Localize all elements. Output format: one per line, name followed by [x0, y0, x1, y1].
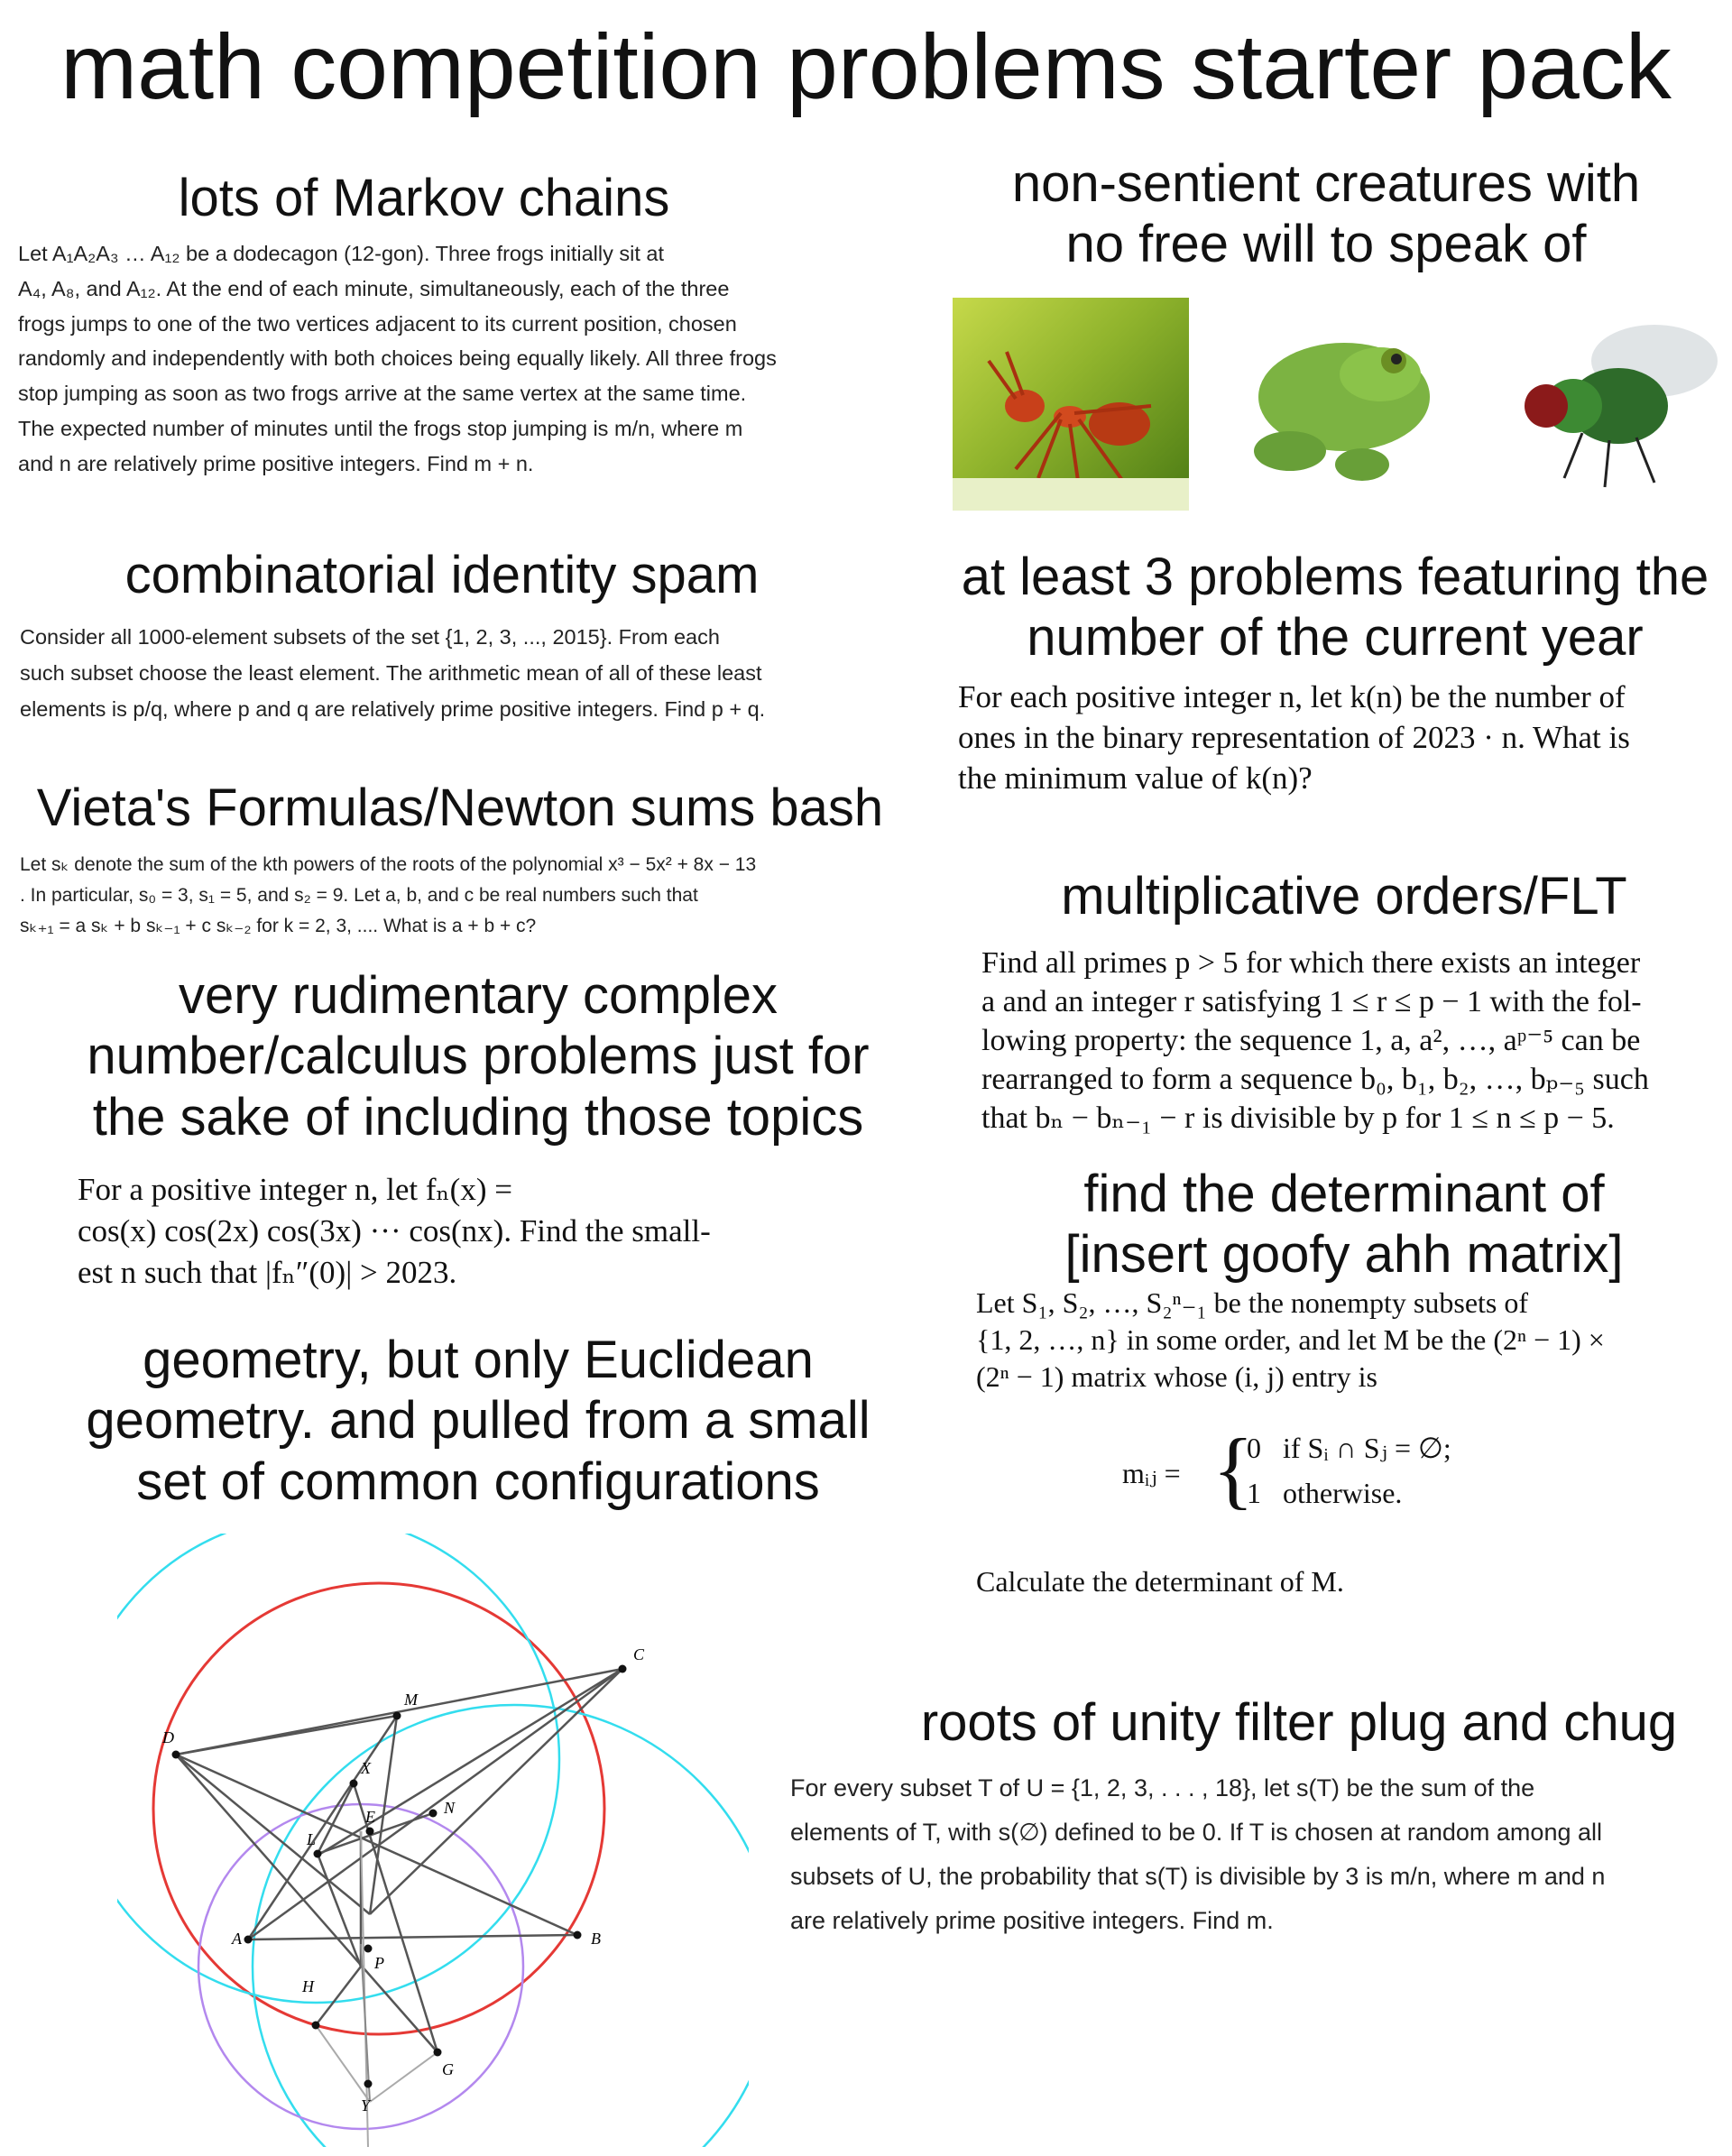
label-H: H — [302, 1977, 314, 1995]
problem-complex-text: For a positive integer n, let fₙ(x) = cos(x) cos(2x) cos(3x) ··· cos(nx). Find the small- est n such that |fₙ″(0)| > 2023. — [78, 1172, 711, 1290]
geometry-lines — [176, 1669, 622, 2052]
determinant-lhs: mᵢⱼ = — [1122, 1457, 1181, 1489]
heading-orders: multiplicative orders/FLT — [1061, 867, 1627, 926]
label-C: C — [633, 1645, 645, 1663]
problem-complex — [78, 1169, 871, 1304]
label-L: L — [307, 1830, 317, 1848]
label-A: A — [232, 1930, 242, 1948]
label-N: N — [444, 1799, 456, 1817]
problem-roots-of-unity-text: For every subset T of U = {1, 2, 3, . . . , 18}, let s(T) be the sum of the elements of T, with s(∅) defined to be 0. If T is chosen at random among all subsets of U, the probability that s(T) is divisible by 3 is m/n, where m and n are relatively prime positive integers. Find m. — [790, 1774, 1606, 1934]
heading-markov: lots of Markov chains — [178, 169, 670, 227]
geometry-diagram — [117, 1534, 749, 2147]
determinant-case-2: 1 otherwise. — [1247, 1477, 1403, 1509]
heading-vieta: Vieta's Formulas/Newton sums bash — [36, 779, 884, 837]
heading-combinatorial: combinatorial identity spam — [124, 546, 760, 604]
problem-roots-of-unity — [790, 1766, 1728, 1947]
problem-markov — [18, 236, 884, 507]
heading-determinant: find the determinant of [insert goofy ahh matrix] — [1064, 1165, 1624, 1285]
determinant-cases — [976, 1410, 1730, 1536]
ant-icon — [953, 298, 1189, 511]
heading-current-year: at least 3 problems featuring the number of the current year — [961, 548, 1709, 668]
determinant-intro: Let S₁, S₂, …, S₂ⁿ₋₁ be the nonempty subsets of {1, 2, …, n} in some order, and let M be the (2ⁿ − 1) × (2ⁿ − 1) matrix whose (i, j) entry is — [976, 1286, 1605, 1393]
problem-orders — [981, 944, 1730, 1142]
problem-vieta — [20, 850, 922, 949]
frog-icon — [1227, 298, 1452, 511]
problem-determinant — [976, 1285, 1730, 1600]
label-E: E — [365, 1808, 375, 1826]
page-title: math competition problems starter pack — [60, 15, 1672, 118]
problem-orders-text: Find all primes p > 5 for which there exists an integer a and an integer r satisfying 1 ≤ r ≤ p − 1 with the fol- lowing property: the sequence 1, a, a², …, aᵖ⁻⁵ can be rearranged to form a sequence b₀, b₁, b₂, …, bₚ₋₅ such that bₙ − bₙ₋₁ − r is divisible by p for 1 ≤ n ≤ p − 5. — [981, 946, 1649, 1135]
fly-icon — [1483, 298, 1723, 511]
heading-roots-of-unity: roots of unity filter plug and chug — [920, 1693, 1678, 1752]
problem-current-year — [958, 677, 1732, 803]
label-X: X — [361, 1759, 371, 1777]
problem-markov-text: Let A₁A₂A₃ … A₁₂ be a dodecagon (12-gon). Three frogs initially sit at A₄, A₈, and A₁₂. At the end of each minute, simultaneously, each of the three frogs jumps to one of the two vertices adjacent to its current position, chosen randomly and independently with both choices being equally likely. All three frogs stop jumping as soon as two frogs arrive at the same vertex at the same time. The expected number of minutes until the frogs stop jumping is m/n, where m and n are relatively prime positive integers. Find m + n. — [18, 242, 777, 475]
label-Y: Y — [361, 2096, 371, 2115]
problem-vieta-text: Let sₖ denote the sum of the kth powers of the roots of the polynomial x³ − 5x² + 8x − 13 . In particular, s₀ = 3, s₁ = 5, and s₂ = 9. Let a, b, and c be real numbers such that sₖ₊₁ = a sₖ + b sₖ₋₁ + c sₖ₋₂ for k = 2, 3, .... What is a + b + c? — [20, 854, 757, 936]
fly-image — [1483, 298, 1723, 511]
problem-current-year-text: For each positive integer n, let k(n) be the number of ones in the binary representation of 2023 · n. What is the minimum value of k(n)? — [958, 679, 1630, 796]
ant-image — [953, 298, 1189, 511]
determinant-closing: Calculate the determinant of M. — [976, 1565, 1344, 1598]
determinant-case-1: 0 if Sᵢ ∩ Sⱼ = ∅; — [1247, 1432, 1451, 1464]
label-B: B — [591, 1930, 601, 1948]
label-G: G — [442, 2060, 454, 2078]
problem-combinatorial — [20, 619, 886, 745]
problem-combinatorial-text: Consider all 1000-element subsets of the set {1, 2, 3, ..., 2015}. From each such subset choose the least element. The arithmetic mean of all of these least elements is p/q, where p and q are relatively prime positive integers. Find p + q. — [20, 625, 766, 721]
left-brace-icon: { — [1212, 1421, 1255, 1517]
heading-geometry: geometry, but only Euclidean geometry. and pulled from a small set of common configurations — [86, 1331, 871, 1511]
label-D: D — [162, 1728, 174, 1746]
heading-complex: very rudimentary complex number/calculus problems just for the sake of including those topics — [87, 966, 870, 1147]
label-M: M — [404, 1691, 418, 1709]
cyan-circle-left — [117, 1534, 559, 2003]
frog-image — [1227, 298, 1452, 511]
label-P: P — [374, 1954, 384, 1972]
heading-creatures: non-sentient creatures with no free will to speak of — [1011, 154, 1641, 274]
